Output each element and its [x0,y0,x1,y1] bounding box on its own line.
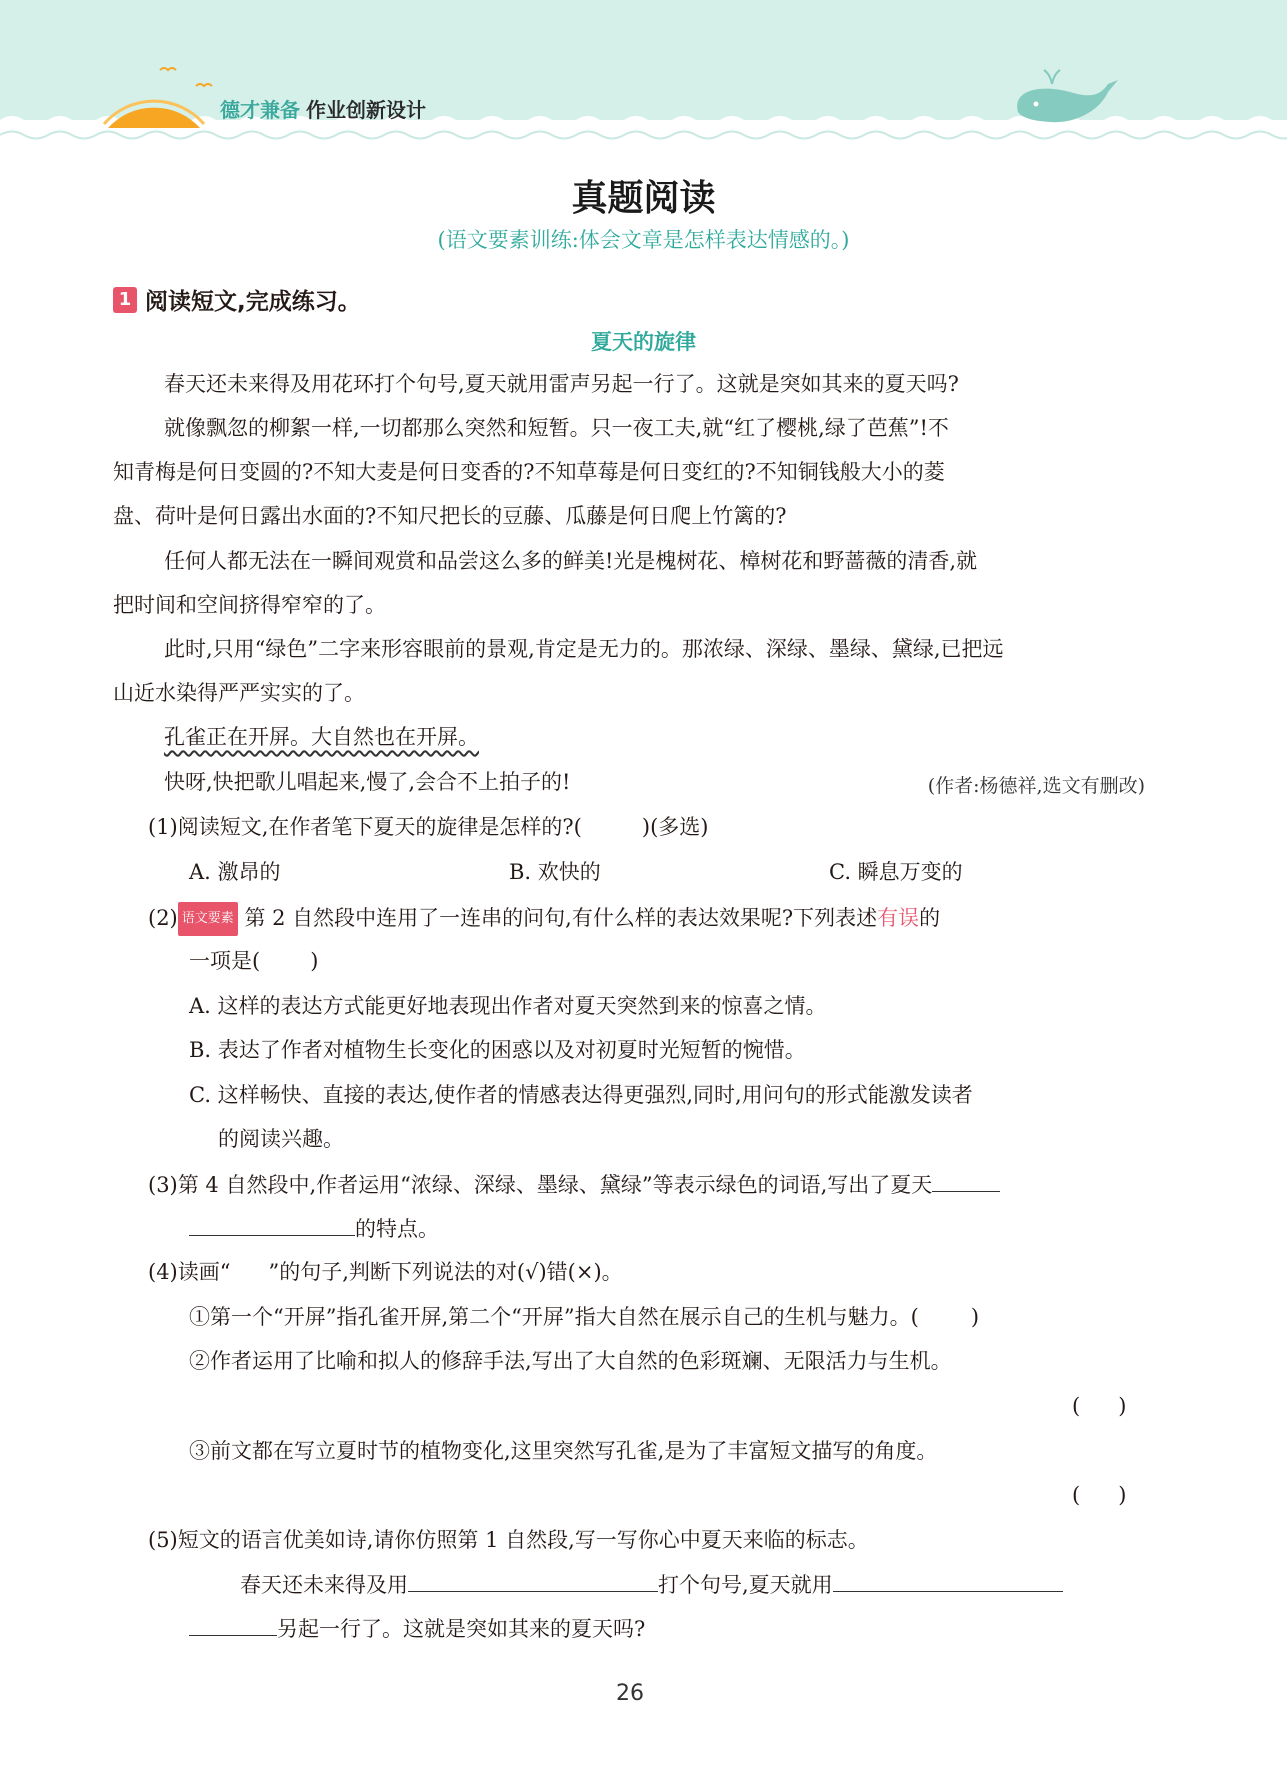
q5-text-c: 另起一行了。这就是突如其来的夏天吗? [277,1617,646,1641]
question-instruction: 阅读短文,完成练习。 [145,289,361,315]
q2-stem-d: ) [310,949,319,973]
passage-line: 山近水染得严严实实的了。 [113,681,365,705]
q3-stem-cont [189,1213,439,1244]
q2-stem-cont [189,946,318,976]
question-number-badge: 1 [113,287,137,313]
q4-item-3: ③前文都在写立夏时节的植物变化,这里突然写孔雀,是为了丰富短文描写的角度。 [189,1439,938,1463]
paren-left: ( [1072,1394,1081,1418]
paren-left: ( [1072,1483,1081,1507]
q2-stem [148,902,940,936]
q1-option-a[interactable]: A. 激昂的 [189,860,281,884]
wavy-underline-sample [230,1257,268,1287]
q4-item-2: ②作者运用了比喻和拟人的修辞手法,写出了大自然的色彩斑斓、无限活力与生机。 [189,1349,952,1373]
q5-text-a: 春天还未来得及用 [240,1573,408,1597]
q4-item-1-text: ①第一个“开屏”指孔雀开屏,第二个“开屏”指大自然在展示自己的生机与魅力。( [189,1305,919,1329]
q5-text-b: 打个句号,夏天就用 [658,1573,833,1597]
passage-line-underlined: 孔雀正在开屏。大自然也在开屏。 [164,725,479,749]
q2-stem-text: 第 2 自然段中连用了一连串的问句,有什么样的表达效果呢?下列表述 [244,906,878,930]
passage-line: 把时间和空间挤得窄窄的了。 [113,593,386,617]
q3-stem [148,1169,1000,1200]
q3-blank-2[interactable] [189,1213,355,1236]
q1-option-b[interactable]: B. 欢快的 [509,860,601,884]
q4-item-3-answer[interactable] [1072,1480,1126,1510]
passage-line: 就像飘忽的柳絮一样,一切都那么突然和短暂。只一夜工夫,就“红了樱桃,绿了芭蕉”!不 [164,416,949,440]
q4-stem-end: ”的句子,判断下列说法的对(√)错(×)。 [268,1260,623,1284]
q5-blank-2[interactable] [833,1569,1063,1592]
q2-stem-c: 一项是( [189,949,261,973]
passage-line: 盘、荷叶是何日露出水面的?不知尺把长的豆藤、瓜藤是何日爬上竹篱的? [113,504,787,528]
q4-stem-text: (4)读画“ [148,1260,231,1284]
q5-line-2 [189,1613,645,1644]
paren-right: ) [1118,1483,1127,1507]
passage-line: 知青梅是何日变圆的?不知大麦是何日变香的?不知草莓是何日变红的?不知铜钱般大小的菱 [113,460,945,484]
q1-stem [148,812,708,842]
q2-option-c[interactable]: C. 这样畅快、直接的表达,使作者的情感表达得更强烈,同时,用问句的形式能激发读者 [189,1083,973,1107]
q2-number: (2) [148,906,178,930]
question-heading [113,283,361,316]
q5-stem: (5)短文的语言优美如诗,请你仿照第 1 自然段,写一写你心中夏天来临的标志。 [148,1528,869,1552]
passage-title: 夏天的旋律 [591,330,696,354]
q2-stem-text-end: 的 [919,906,941,930]
page-number: 26 [616,1681,644,1706]
q1-stem-end: )(多选) [641,815,709,839]
q2-emphasis: 有误 [877,906,920,930]
header-title [220,94,426,123]
q5-blank-3[interactable] [189,1613,277,1636]
passage-line: 春天还未来得及用花环打个句号,夏天就用雷声另起一行了。这就是突如其来的夏天吗? [164,372,959,396]
q1-stem-text: (1)阅读短文,在作者笔下夏天的旋律是怎样的?( [148,815,582,839]
header-series: 作业创新设计 [306,98,426,122]
q1-option-c[interactable]: C. 瞬息万变的 [829,860,963,884]
header-brand: 德才兼备 [220,98,300,122]
q2-option-b[interactable]: B. 表达了作者对植物生长变化的困惑以及对初夏时光短暂的惋惜。 [189,1038,806,1062]
q5-line-1 [240,1569,1063,1600]
q2-option-c-cont: 的阅读兴趣。 [218,1127,344,1151]
q4-stem [148,1257,623,1287]
page-subtitle: (语文要素训练:体会文章是怎样表达情感的。) [437,228,850,252]
q2-tag: 语文要素 [178,902,238,936]
passage-line: 快呀,快把歌儿唱起来,慢了,会合不上拍子的! [164,770,571,794]
q2-option-a[interactable]: A. 这样的表达方式能更好地表现出作者对夏天突然到来的惊喜之情。 [189,994,827,1018]
q4-item-1-paren: ) [970,1305,980,1329]
header-wave-background [0,0,1287,150]
page-title: 真题阅读 [571,178,716,219]
q3-stem-end: 的特点。 [355,1217,439,1241]
paren-right: ) [1118,1394,1127,1418]
passage-attribution: (作者:杨德祥,选文有删改) [927,775,1145,797]
page-header [0,0,1287,150]
q4-item-2-answer[interactable] [1072,1391,1126,1421]
q3-stem-text: (3)第 4 自然段中,作者运用“浓绿、深绿、墨绿、黛绿”等表示绿色的词语,写出了夏天 [148,1173,933,1197]
passage-line: 任何人都无法在一瞬间观赏和品尝这么多的鲜美!光是槐树花、樟树花和野蔷薇的清香,就 [164,549,978,573]
passage-line: 此时,只用“绿色”二字来形容眼前的景观,肯定是无力的。那浓绿、深绿、墨绿、黛绿,已把远 [164,637,1004,661]
q5-blank-1[interactable] [408,1569,658,1592]
q4-item-1 [189,1302,979,1332]
q3-blank-1[interactable] [932,1169,1000,1192]
